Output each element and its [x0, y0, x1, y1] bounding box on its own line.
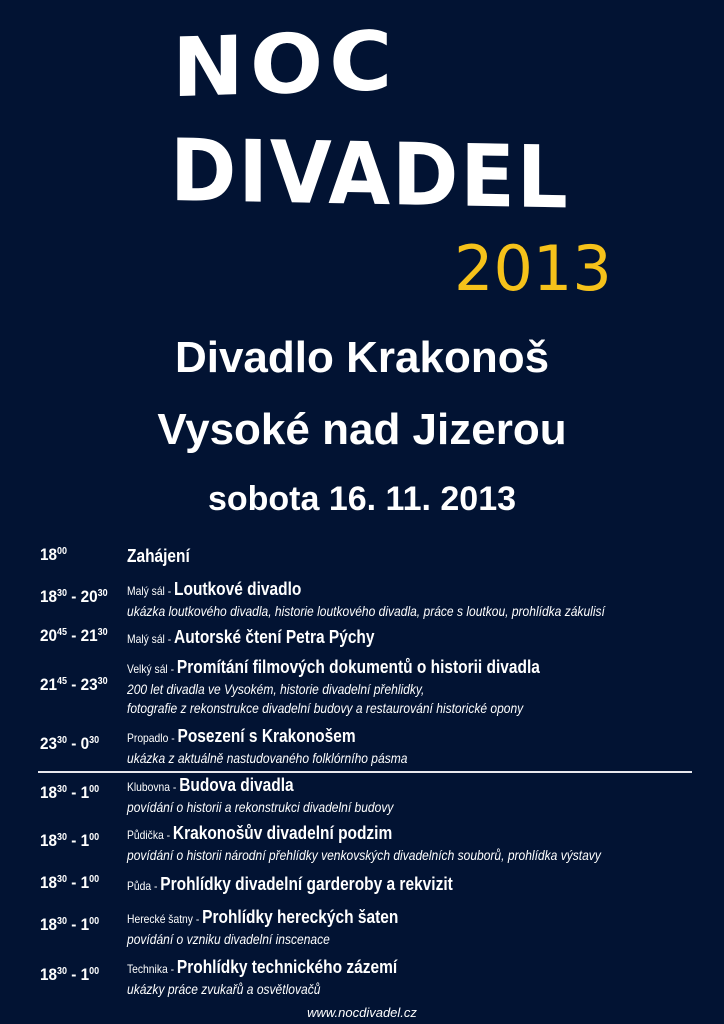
program-place: Půdička — [127, 828, 164, 842]
logo-noc: NOC — [172, 13, 399, 117]
event-date: sobota 16. 11. 2013 — [207, 480, 517, 518]
program-time: $21^{45} - 23^{30}$ — [40, 675, 108, 694]
program-details — [127, 906, 398, 949]
venue-name: Divadlo Krakonoš — [174, 333, 550, 382]
start-minute: 30 — [57, 784, 68, 795]
end-minute: 00 — [89, 966, 100, 977]
separator: - — [164, 632, 175, 646]
program-place: Velký sál — [127, 662, 168, 676]
separator: - — [170, 780, 180, 794]
end-hour: 1 — [80, 915, 90, 934]
start-hour: 20 — [40, 626, 58, 645]
end-hour: 1 — [80, 873, 90, 892]
end-minute: 30 — [97, 588, 108, 599]
program-time: $18^{30} - 1^{00}$ — [40, 831, 100, 850]
program-description: ukázky práce zvukařů a osvětlovačů — [127, 981, 321, 997]
end-hour: 1 — [80, 965, 90, 984]
program-title: Promítání filmových dokumentů o historii divadla — [176, 657, 540, 677]
program-description: ukázka loutkového divadla, historie loutkového divadla, práce s loutkou, prohlídka zákulisí — [127, 603, 605, 619]
program-title: Budova divadla — [179, 775, 294, 795]
program-time: $18^{30} - 1^{00}$ — [40, 915, 100, 934]
start-hour: 18 — [40, 831, 58, 850]
start-hour: 18 — [40, 587, 58, 606]
program-time — [40, 545, 67, 565]
program-title: Prohlídky hereckých šaten — [202, 907, 399, 927]
program-description: povídání o vzniku divadelní inscenace — [127, 931, 330, 947]
program-details — [127, 822, 601, 865]
program-details — [127, 873, 453, 897]
program-place: Technika — [127, 962, 168, 976]
program-title: Zahájení — [127, 546, 190, 566]
program-time: $18^{30} - 1^{00}$ — [40, 873, 100, 892]
separator: - — [163, 828, 173, 842]
program-description: povídání o historii a rekonstrukci divadelní budovy — [127, 799, 394, 815]
separator: - — [168, 731, 178, 745]
separator: - — [192, 912, 203, 926]
end-hour: 1 — [80, 831, 90, 850]
end-minute: 30 — [97, 676, 108, 687]
program-description: povídání o historii národní přehlídky venkovských divadelních souborů, prohlídka výstavy — [127, 847, 601, 863]
start-hour: 21 — [40, 675, 58, 694]
end-hour: 21 — [80, 626, 98, 645]
start-hour: 18 — [40, 873, 58, 892]
end-minute: 30 — [97, 627, 108, 638]
program-time: $18^{30} - 20^{30}$ — [40, 587, 108, 606]
end-minute: 00 — [89, 874, 100, 885]
start-minute: 00 — [57, 546, 68, 557]
end-hour: 1 — [80, 783, 90, 802]
program-place: Herecké šatny — [127, 912, 193, 926]
start-minute: 45 — [57, 676, 68, 687]
separator: - — [151, 879, 161, 893]
website-link[interactable]: www.nocdivadel.cz — [307, 1005, 417, 1020]
program-place: Malý sál — [127, 632, 165, 646]
start-minute: 30 — [57, 832, 68, 843]
start-hour: 18 — [40, 783, 58, 802]
end-minute: 00 — [89, 832, 100, 843]
program-place: Propadlo — [127, 731, 169, 745]
program-time: $18^{30} - 1^{00}$ — [40, 965, 100, 984]
program-description: 200 let divadla ve Vysokém, historie divadelní přehlidky, — [127, 681, 425, 697]
start-hour: 23 — [40, 734, 58, 753]
separator: - — [167, 662, 177, 676]
program-details — [127, 626, 375, 650]
program-title: Prohlídky technického zázemí — [176, 957, 398, 977]
end-hour: 20 — [80, 587, 98, 606]
program-place: Malý sál — [127, 584, 165, 598]
program-details — [127, 725, 407, 768]
program-description: ukázka z aktuálně nastudovaného folklórního pásma — [127, 750, 408, 766]
end-minute: 30 — [89, 735, 100, 746]
program-title: Krakonošův divadelní podzim — [172, 823, 393, 843]
program-place: Půda — [127, 879, 152, 893]
divider — [38, 771, 692, 773]
start-minute: 45 — [57, 627, 68, 638]
end-hour: 23 — [80, 675, 98, 694]
program-time: $23^{30} - 0^{30}$ — [40, 734, 100, 753]
start-minute: 30 — [57, 588, 68, 599]
program-details — [127, 774, 393, 817]
logo-divadel: DIVADEL — [170, 121, 570, 229]
program-title: Prohlídky divadelní garderoby a rekvizit — [160, 874, 453, 894]
program-time: $20^{45} - 21^{30}$ — [40, 626, 108, 645]
start-minute: 30 — [57, 874, 68, 885]
program-details — [127, 578, 605, 621]
program-title: Posezení s Krakonošem — [177, 726, 356, 746]
program-details — [127, 545, 190, 569]
program-title: Autorské čtení Petra Pýchy — [174, 627, 375, 647]
separator: - — [164, 584, 175, 598]
start-minute: 30 — [57, 966, 68, 977]
program-details — [127, 956, 397, 999]
program-details — [127, 656, 540, 718]
program-time: $18^{30} - 1^{00}$ — [40, 783, 100, 802]
program-description: fotografie z rekonstrukce divadelní budovy a restaurování historické opony — [127, 700, 524, 716]
separator: - — [167, 962, 177, 976]
start-hour: 18 — [40, 545, 58, 564]
start-minute: 30 — [57, 916, 68, 927]
venue-location: Vysoké nad Jizerou — [157, 405, 567, 454]
program-title: Loutkové divadlo — [174, 579, 302, 599]
end-hour: 0 — [80, 734, 90, 753]
end-minute: 00 — [89, 784, 100, 795]
start-hour: 18 — [40, 965, 58, 984]
start-minute: 30 — [57, 735, 68, 746]
logo-year: 2013 — [454, 232, 612, 305]
start-hour: 18 — [40, 915, 58, 934]
program-place: Klubovna — [127, 780, 171, 794]
end-minute: 00 — [89, 916, 100, 927]
